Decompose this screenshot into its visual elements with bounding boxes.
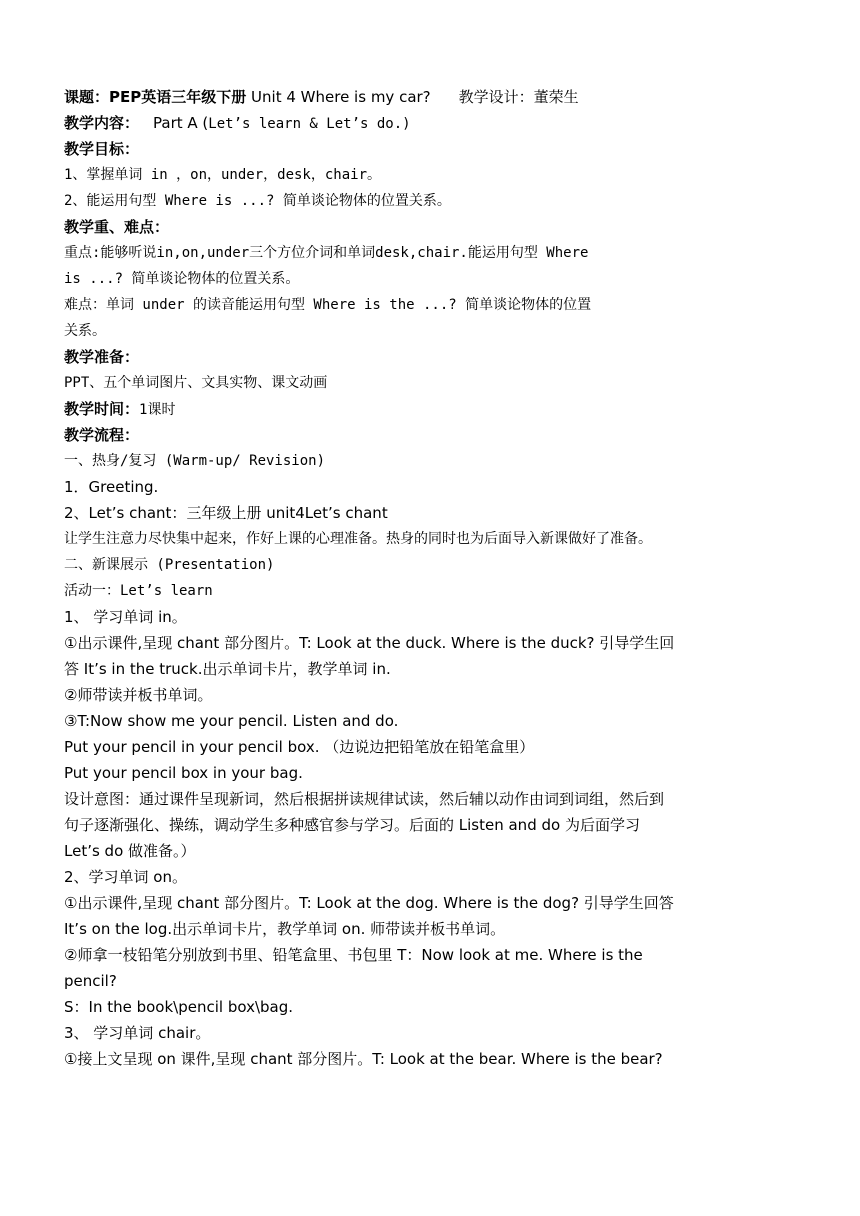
warmup-item-1: 1．Greeting. [64,478,159,496]
word-in-design-note: 设计意图：通过课件呈现新词，然后根据拼读规律试读，然后辅以动作由词到词组，然后到句子逐渐强化、操练，调动学生多种感官参与学习。后面的 Listen and do 为后面学习 Let’s do 做准备。） [64,790,665,860]
word-in-step-3b: Put your pencil box in your bag. [64,764,303,782]
prep-heading: 教学准备： [64,348,140,366]
time-line [64,396,676,422]
warmup-item-2 [64,500,676,526]
word-in-step-2: ②师带读并板书单词。 [64,686,213,704]
difficulty-line-2: 关系。 [64,323,106,339]
lesson-title-line [64,84,676,110]
lesson-plan-document [64,84,676,1072]
warmup-item-2-text: 三年级上册 unit4Let’s chant [186,504,388,522]
time-label: 教学时间： [64,400,140,418]
content-line [64,110,676,136]
prep-text: PPT、五个单词图片、文具实物、课文动画 [64,375,328,391]
word-on-step-1: ①出示课件,呈现 chant 部分图片。T: Look at the dog. Where is the dog? 引导学生回答 It’s on the log.出示单词卡片，教学单词 on. 师带读并板书单词。 [64,894,674,938]
word-on-step-2: ②师拿一枝铅笔分别放到书里、铅笔盒里、书包里 T：Now look at me. Where is the pencil? [64,946,643,990]
designer-label: 教学设计： [458,88,534,106]
warmup-note: 让学生注意力尽快集中起来，作好上课的心理准备。热身的同时也为后面导入新课做好了准备。 [64,531,652,547]
word-in-step-3a-note: （边说边把铅笔放在铅笔盒里） [324,738,535,756]
content-detail: Let’s learn & Let’s do.) [208,116,411,132]
content-label: 教学内容： [64,114,140,132]
word-in-step-3a-line [64,734,676,760]
designer-name: 董荣生 [533,88,579,106]
goals-heading: 教学目标： [64,140,140,158]
warmup-item-2-label: 2、Let’s chant： [64,504,187,522]
difficulty-line-1: 难点：单词 under 的读音能运用句型 Where is the ...? 简单谈论物体的位置 [64,297,592,313]
section-presentation: 二、新课展示 (Presentation) [64,557,275,573]
keypoints-heading: 教学重、难点： [64,218,170,236]
title-label: 课题： [64,88,110,106]
activity-1-heading: 活动一：Let’s learn [64,583,213,599]
word-in-step-3a: Put your pencil in your pencil box. [64,738,320,756]
content-part: Part A ( [153,114,209,132]
word-in-step-3: ③T:Now show me your pencil. Listen and do. [64,712,399,730]
word-on-title: 2、学习单词 on。 [64,868,187,886]
title-bold: PEP英语三年级下册 [109,88,247,106]
process-heading: 教学流程： [64,426,140,444]
keypoint-line-1: 重点:能够听说in,on,under三个方位介词和单词desk,chair.能运用句型 Where [64,245,589,261]
section-warmup: 一、热身/复习 (Warm-up/ Revision) [64,453,326,469]
goal-item-2: 2、能运用句型 Where is ...? 简单谈论物体的位置关系。 [64,193,451,209]
word-chair-title: 3、 学习单词 chair。 [64,1024,211,1042]
word-in-step-1: ①出示课件,呈现 chant 部分图片。T: Look at the duck. Where is the duck? 引导学生回答 It’s in the truck.出示单词卡片，教学单词 in. [64,634,675,678]
time-text: 1课时 [139,402,176,418]
title-unit: Unit 4 Where is my car? [251,88,431,106]
word-on-answer: S：In the book\pencil box\bag. [64,998,293,1016]
keypoint-line-2: is ...? 简单谈论物体的位置关系。 [64,271,300,287]
goal-item-1: 1、掌握单词 in ，on，under，desk，chair。 [64,167,382,183]
word-in-title: 1、 学习单词 in。 [64,608,187,626]
word-chair-step-1: ①接上文呈现 on 课件,呈现 chant 部分图片。T: Look at the bear. Where is the bear? [64,1050,663,1068]
